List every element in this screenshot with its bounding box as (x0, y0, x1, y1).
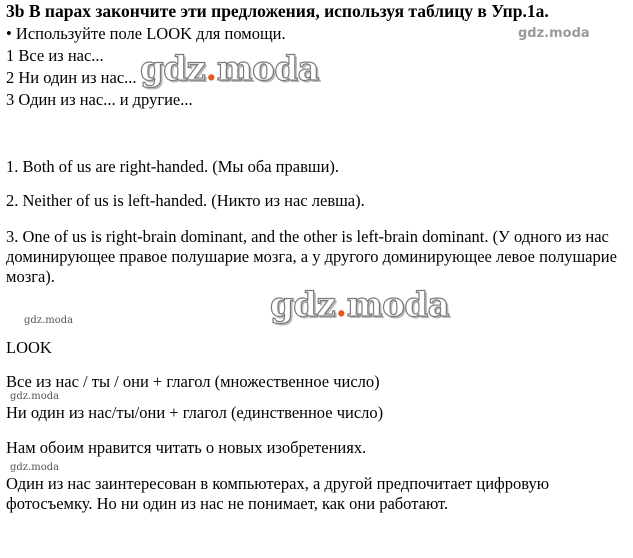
exercise-hint: • Используйте поле LOOK для помощи. (6, 24, 286, 43)
watermark-large-top: gdz.moda (140, 49, 320, 89)
watermark-small-3: gdz.moda (10, 462, 60, 473)
prompt-1: 1 Все из нас... (6, 46, 104, 65)
look-example-one: Один из нас заинтересован в компьютерах, а другой предпочитает цифровую фотосъемку. Но ни один из нас не понимает, как они работают. (6, 474, 550, 513)
watermark-small-1: gdz.moda (24, 315, 74, 326)
watermark-small-2: gdz.moda (10, 391, 60, 402)
look-rule-plural: Все из нас / ты / они + глагол (множественное число) (6, 372, 380, 391)
answer-2: 2. Neither of us is left-handed. (Никто из нас левша). (6, 191, 365, 210)
look-heading: LOOK (6, 338, 52, 357)
prompt-2: 2 Ни один из нас... (6, 68, 137, 87)
prompt-3: 3 Один из нас... и другие... (6, 90, 193, 109)
watermark-large-middle: gdz.moda (270, 285, 450, 325)
look-example-both: Нам обоим нравится читать о новых изобретениях. (6, 438, 367, 457)
look-rule-singular: Ни один из нас/ты/они + глагол (единственное число) (6, 403, 384, 422)
answer-1: 1. Both of us are right-handed. (Мы оба правши). (6, 157, 340, 176)
watermark-small-top-right: gdz.moda (518, 26, 590, 41)
exercise-title: 3b В парах закончите эти предложения, используя таблицу в Упр.1a. (6, 1, 549, 21)
answer-3: 3. One of us is right-brain dominant, and the other is left-brain dominant. (У одного из нас доминирующее правое полушарие мозга, а у другого доминирующее левое полушарие мозга). (6, 227, 617, 286)
